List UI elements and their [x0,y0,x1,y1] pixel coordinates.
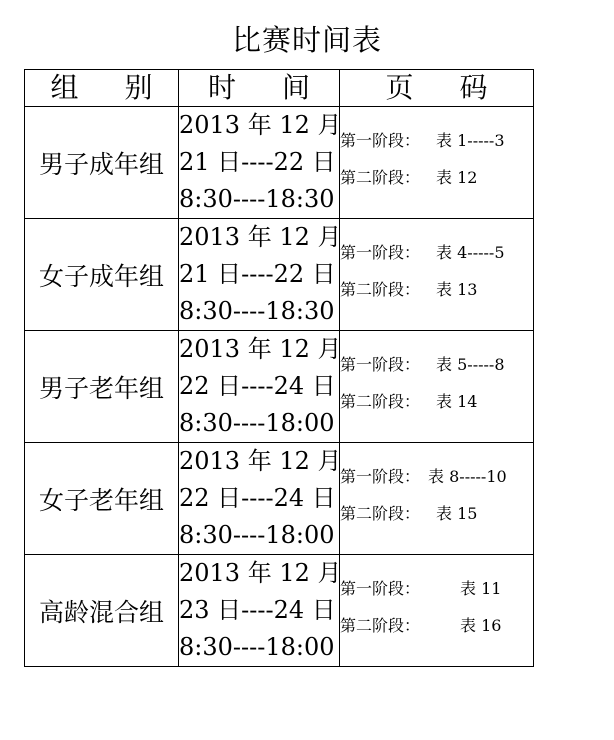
stage2-label: 第二阶段： [340,503,421,523]
time-cell [179,219,340,331]
stage1-line [340,574,533,611]
time-line-days: 22 日----24 日 [179,372,336,400]
time-line-days: 21 日----22 日 [179,148,336,176]
header-group [25,70,179,107]
stage2-value: 表 13 [436,279,478,299]
stage2-line [340,611,533,648]
time-line-hours: 8:30----18:00 [179,409,335,437]
stage2-line [340,163,533,200]
time-cell [179,331,340,443]
stage2-label: 第二阶段： [340,167,421,187]
pages-cell [340,107,534,219]
stage2-value: 表 16 [460,615,502,635]
pages-cell [340,331,534,443]
stage1-line [340,462,533,499]
header-pages-char-2: 码 [459,71,488,104]
schedule-table [24,69,534,667]
stage2-label: 第二阶段： [340,279,421,299]
stage1-value: 表 8-----10 [428,466,507,486]
time-line-days: 23 日----24 日 [179,596,336,624]
stage1-label: 第一阶段： [340,242,421,262]
stage2-line [340,499,533,536]
header-group-char-2: 别 [124,71,153,104]
stage2-value: 表 12 [436,167,478,187]
stage1-label: 第一阶段： [340,130,421,150]
header-time [179,70,340,107]
header-pages [340,70,534,107]
group-cell: 高龄混合组 [25,555,179,667]
time-line-month: 2013 年 12 月 [179,447,342,475]
stage2-label: 第二阶段： [340,615,421,635]
time-cell [179,443,340,555]
header-time-char-2: 间 [282,71,311,104]
stage2-label: 第二阶段： [340,391,421,411]
time-line-hours: 8:30----18:30 [179,297,335,325]
stage2-value: 表 14 [436,391,478,411]
time-line-hours: 8:30----18:00 [179,633,335,661]
time-line-month: 2013 年 12 月 [179,335,342,363]
stage1-label: 第一阶段： [340,578,421,598]
group-cell: 女子老年组 [25,443,179,555]
time-line-days: 22 日----24 日 [179,484,336,512]
group-cell: 男子老年组 [25,331,179,443]
stage1-line [340,126,533,163]
time-line-hours: 8:30----18:30 [179,185,335,213]
table-row [25,219,534,331]
stage1-value: 表 5-----8 [436,354,505,374]
header-time-char-1: 时 [207,71,236,104]
table-row [25,555,534,667]
stage1-value: 表 11 [460,578,502,598]
stage1-line [340,350,533,387]
page-title: 比赛时间表 [231,23,382,57]
stage1-value: 表 4-----5 [436,242,505,262]
stage1-label: 第一阶段： [340,466,421,486]
group-cell: 男子成年组 [25,107,179,219]
stage2-value: 表 15 [436,503,478,523]
table-row [25,107,534,219]
time-line-hours: 8:30----18:00 [179,521,335,549]
header-pages-char-1: 页 [385,71,414,104]
time-line-month: 2013 年 12 月 [179,559,342,587]
header-group-char-1: 组 [50,71,79,104]
table-row [25,331,534,443]
time-line-month: 2013 年 12 月 [179,111,342,139]
stage1-label: 第一阶段： [340,354,421,374]
header-row [25,70,534,107]
pages-cell [340,219,534,331]
group-cell: 女子成年组 [25,219,179,331]
time-line-days: 21 日----22 日 [179,260,336,288]
stage2-line [340,275,533,312]
stage1-value: 表 1-----3 [436,130,505,150]
stage1-line [340,238,533,275]
time-line-month: 2013 年 12 月 [179,223,342,251]
pages-cell [340,555,534,667]
time-cell [179,555,340,667]
pages-cell [340,443,534,555]
time-cell [179,107,340,219]
table-row [25,443,534,555]
stage2-line [340,387,533,424]
